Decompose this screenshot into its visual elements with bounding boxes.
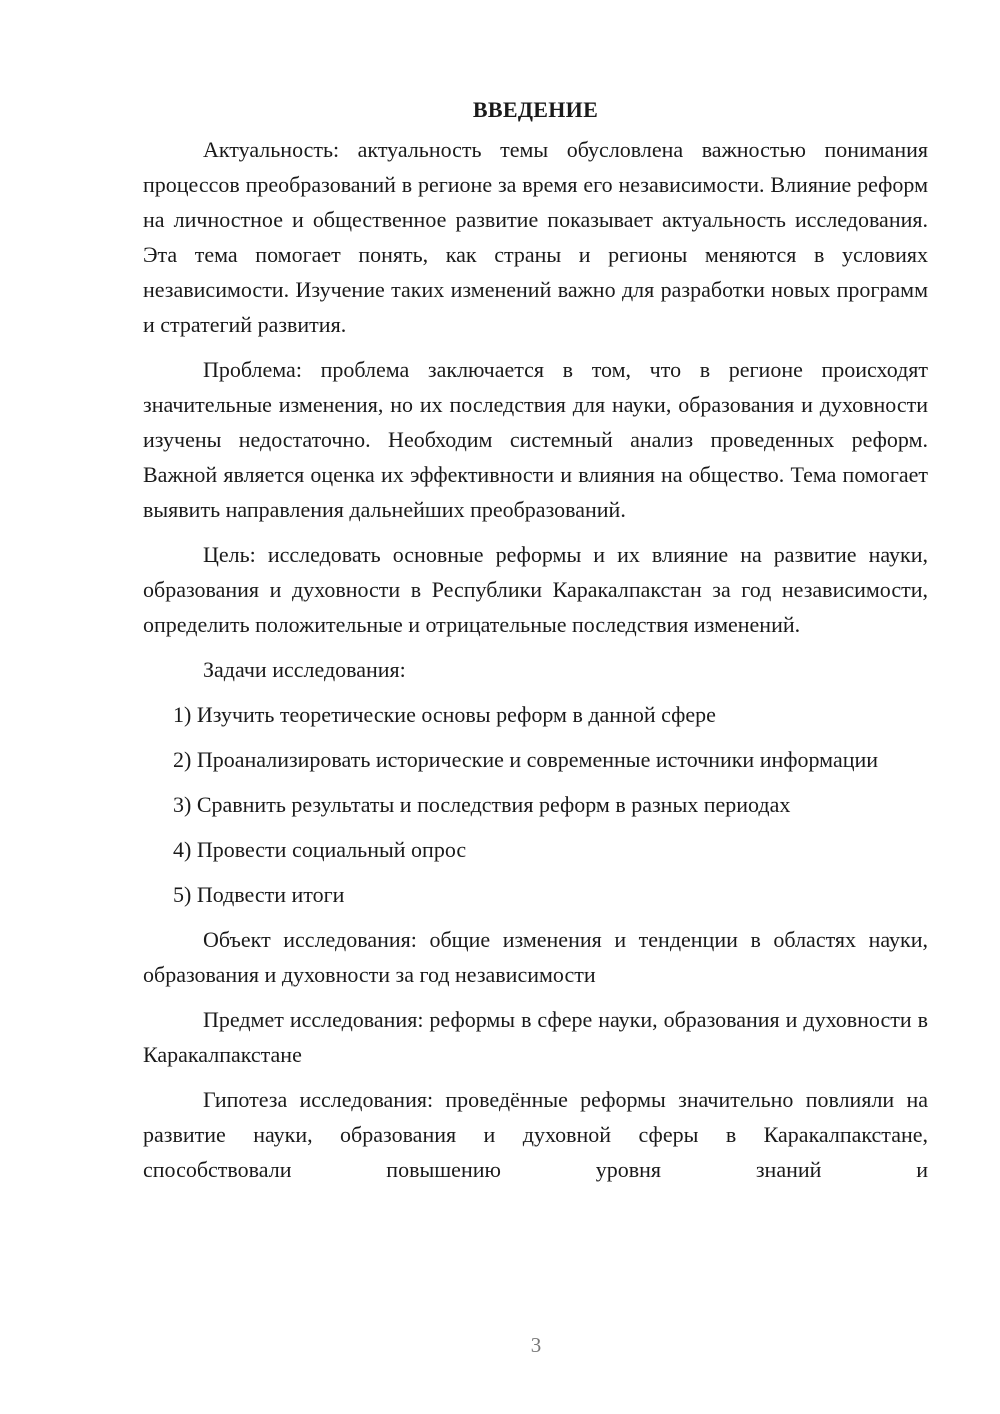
paragraph-problem: Проблема: проблема заключается в том, что в регионе происходят значительные изменения, но их последствия для науки, образования и духовности изучены недостаточно. Необходим системный анализ проведенных реформ. Важной является оценка их эффективности и влияния на общество. Тема помогает выявить направления дальнейших преобразований. bbox=[143, 357, 928, 522]
paragraph-subject: Предмет исследования: реформы в сфере науки, образования и духовности в Каракалпакстане bbox=[143, 1007, 928, 1067]
task-item-4: 4) Провести социальный опрос bbox=[173, 837, 467, 862]
paragraph-object: Объект исследования: общие изменения и тенденции в областях науки, образования и духовности за год независимости bbox=[143, 927, 928, 987]
task-item-3: 3) Сравнить результаты и последствия реформ в разных периодах bbox=[173, 792, 791, 817]
tasks-heading: Задачи исследования: bbox=[203, 657, 406, 682]
paragraph-goal: Цель: исследовать основные реформы и их влияние на развитие науки, образования и духовности в Республики Каракалпакстан за год независимости, определить положительные и отрицательные последствия изменений. bbox=[143, 542, 928, 637]
paragraph-relevance: Актуальность: актуальность темы обусловлена важностью понимания процессов преобразований в регионе за время его независимости. Влияние реформ на личностное и общественное развитие показывает актуальность исследования. Эта тема помогает понять, как страны и регионы меняются в условиях независимости. Изучение таких изменений важно для разработки новых программ и стратегий развития. bbox=[143, 137, 928, 337]
page-number: 3 bbox=[530, 1333, 542, 1357]
paragraph-hypothesis: Гипотеза исследования: проведённые реформы значительно повлияли на развитие науки, образования и духовной сферы в Каракалпакстане, способствовали повышению уровня знаний и bbox=[143, 1087, 928, 1182]
document-page bbox=[143, 92, 928, 1197]
task-item-5: 5) Подвести итоги bbox=[173, 882, 345, 907]
task-item-2: 2) Проанализировать исторические и современные источники информации bbox=[173, 747, 879, 772]
section-title: ВВЕДЕНИЕ bbox=[472, 97, 599, 122]
task-item-1: 1) Изучить теоретические основы реформ в данной сфере bbox=[173, 702, 716, 727]
